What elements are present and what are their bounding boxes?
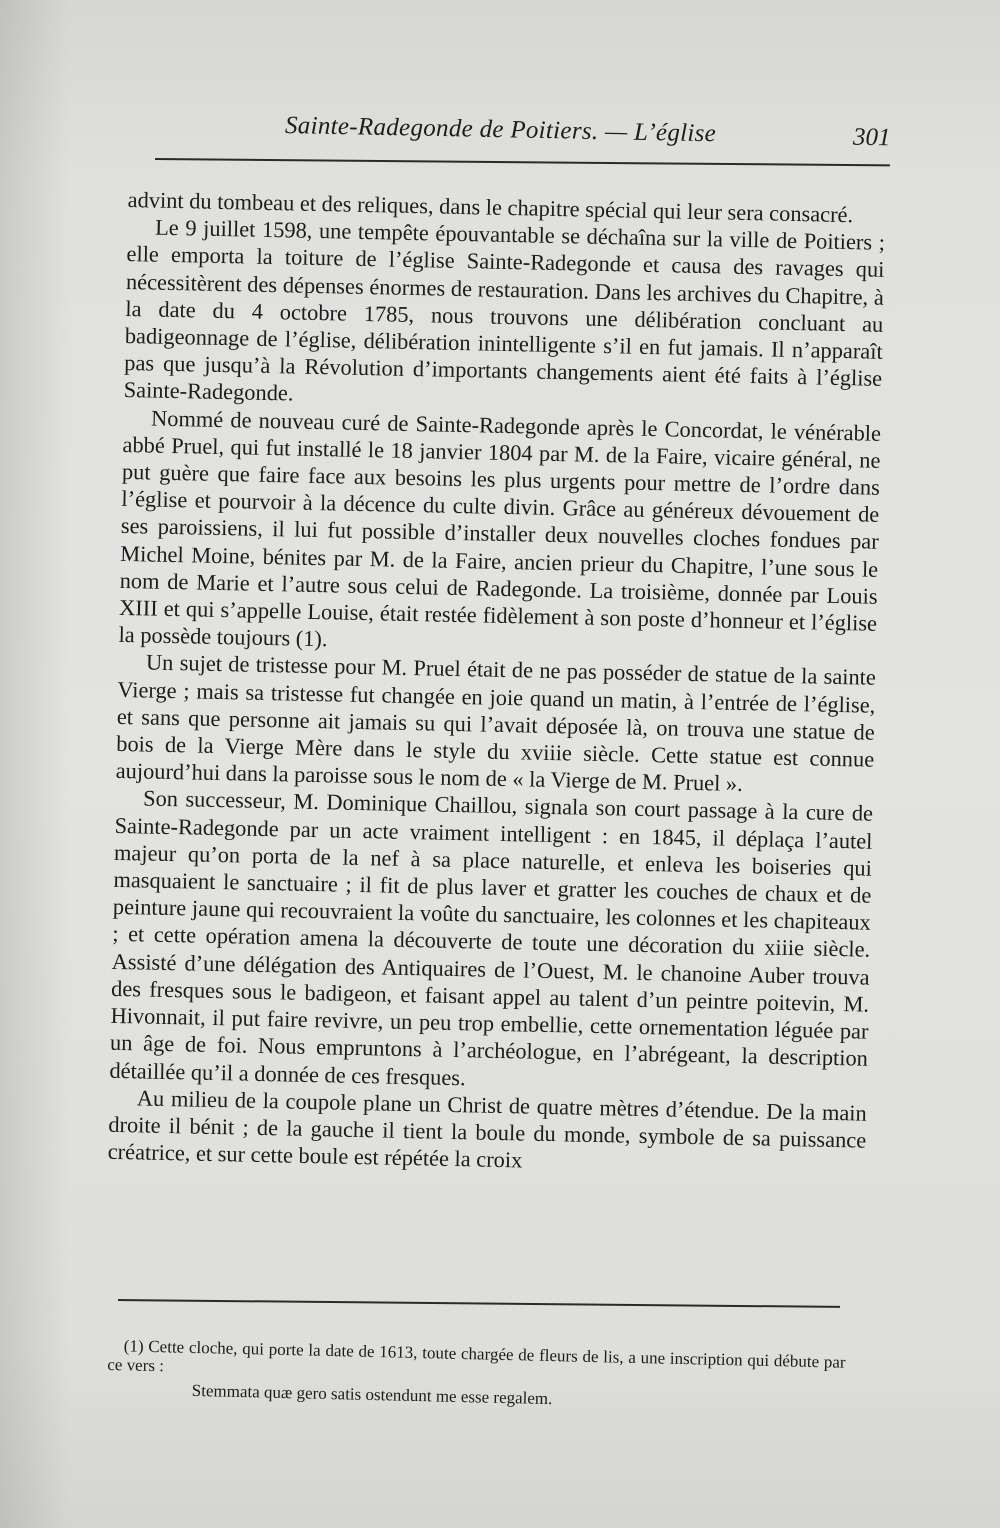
- page-header: [150, 100, 890, 160]
- footnote: [107, 1336, 846, 1415]
- running-title: Sainte-Radegonde de Poitiers. — L’église: [284, 112, 717, 148]
- footnote-text: (1) Cette cloche, qui porte la date de 1613, toute chargée de fleurs de lis, a une inscription qui débute par ce vers :: [107, 1336, 846, 1376]
- body-text: [107, 186, 885, 1181]
- paragraph: advint du tombeau et des reliques, dans le chapitre spécial qui leur sera consacré.: [127, 186, 854, 228]
- paragraph: Son successeur, M. Dominique Chaillou, signala son court passage à la cure de Sainte-Radegonde par un acte vraiment intelligent : en 1845, il déplaça l’autel majeur qu’on porta de la nef à sa place naturelle, et enleva les boiseries qui masquaient le sanctuaire ; il fit de plus laver et gratter les couches de chaux et de peinture jaune qui recouvraient la voûte du sanctuaire, les colonnes et les chapiteaux ; et cette opération amena la découverte de toute une décoration du xiiie siècle. Assisté d’une délégation des Antiquaires de l’Ouest, M. le chanoine Auber trouva des fresques sous le badigeon, et faisant appel au talent d’un peintre poitevin, M. Hivonnait, il put faire revivre, un peu trop embellie, cette ornementation léguée par un âge de foi. Nous empruntons à l’archéologue, en l’abrégeant, la description détaillée qu’il a donnée de ces fresques.: [109, 785, 874, 1090]
- paragraph: Un sujet de tristesse pour M. Pruel était de ne pas posséder de statue de la sainte Vierge ; mais sa tristesse fut changée en joie quand un matin, à l’entrée de l’église, et sans que personne ait jamais su qui l’avait déposée là, on trouva une statue de bois de la Vierge Mère dans le style du xviiie siècle. Cette statue est connue aujourd’hui dans la paroisse sous le nom de « la Vierge de M. Pruel ».: [115, 649, 877, 797]
- page-number: 301: [852, 123, 891, 152]
- footnote-rule: [118, 1299, 840, 1308]
- paragraph: Le 9 juillet 1598, une tempête épouvantable se déchaîna sur la ville de Poitiers ; elle emporta la toiture de l’église Sainte-Radegonde et causa des ravages qui nécessitèrent des dépenses énormes de restauration. Dans les archives du Chapitre, à la date du 4 octobre 1785, nous trouvons une délibération concluant au badigeonnage de l’église, délibération inintelligente s’il en fut jamais. Il n’apparaît pas que jusqu’à la Révolution d’importants changements aient été faits à l’église Sainte-Radegonde.: [123, 214, 886, 406]
- paragraph: Au milieu de la coupole plane un Christ de quatre mètres d’étendue. De la main droite il bénit ; de la gauche il tient la boule du monde, symbole de sa puissance créatrice, et sur cette boule est répétée la croix: [107, 1085, 868, 1173]
- footnote-quote: Stemmata quæ gero satis ostendunt me esse regalem.: [191, 1380, 553, 1409]
- paragraph: Nommé de nouveau curé de Sainte-Radegonde après le Concordat, le vénérable abbé Pruel, qui fut installé le 18 janvier 1804 par M. de la Faire, vicaire général, ne put guère que faire face aux besoins les plus urgents pour mettre de l’ordre dans l’église et pourvoir à la décence du culte divin. Grâce au généreux dévouement de ses paroissiens, il lui fut possible d’installer deux nouvelles cloches fondues par Michel Moine, bénites par M. de la Faire, ancien prieur du Chapitre, l’une sous le nom de Marie et l’autre sous celui de Radegonde. La troisième, donnée par Louis XIII et qui s’appelle Louise, était restée fidèlement à son poste d’honneur et l’église la possède toujours (1).: [118, 405, 882, 652]
